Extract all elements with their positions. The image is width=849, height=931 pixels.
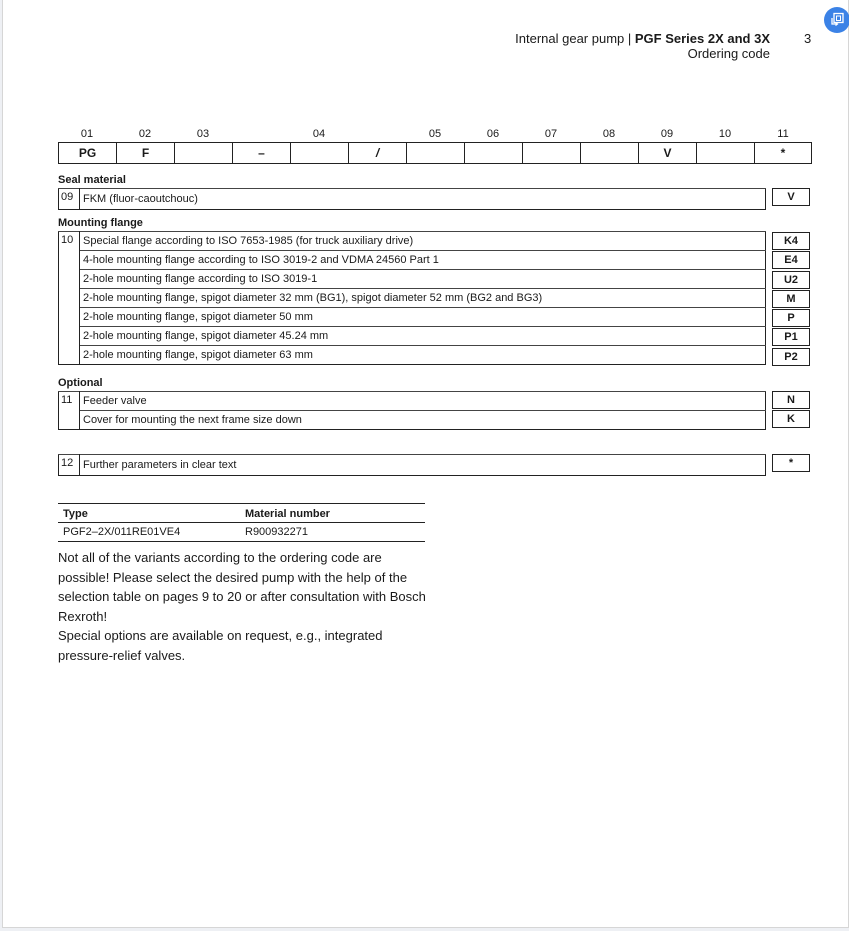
header-title-series: PGF Series 2X and 3X [634,31,770,46]
code-box [523,143,581,163]
option-code: M [772,290,810,308]
translate-icon [829,12,845,28]
table-row [59,232,766,251]
code-box [465,143,523,163]
row-text: 2-hole mounting flange according to ISO 3019-1 [80,270,766,289]
option-code: U2 [772,271,810,289]
code-box [697,143,755,163]
row-text: 2-hole mounting flange, spigot diameter 32 mm (BG1), spigot diameter 52 mm (BG2 and BG3) [80,289,766,308]
row-number: 10 [59,232,80,365]
table-row [59,270,766,289]
code-box: PG [59,143,117,163]
option-code: * [772,454,810,472]
code-box [581,143,639,163]
row-text: FKM (fluor-caoutchouc) [80,189,766,210]
row-text: 2-hole mounting flange, spigot diameter 50 mm [80,308,766,327]
flange-codes [772,232,811,367]
option-code: P [772,309,810,327]
row-text: 2-hole mounting flange, spigot diameter 63 mm [80,346,766,365]
ordering-code-positions [58,128,812,142]
table-row [58,523,425,542]
option-code: V [772,188,810,206]
translate-button[interactable] [824,7,849,33]
code-box [175,143,233,163]
table-row [59,327,766,346]
flange-table [58,231,766,365]
position-label: 08 [602,128,616,140]
note-text [58,548,428,665]
code-box [291,143,349,163]
position-label: 09 [660,128,674,140]
row-text: 4-hole mounting flange according to ISO 3019-2 and VDMA 24560 Part 1 [80,251,766,270]
option-code: N [772,391,810,409]
position-label: 06 [486,128,500,140]
code-box [407,143,465,163]
table-row [59,346,766,365]
option-code: K4 [772,232,810,250]
section-title-seal: Seal material [58,174,126,186]
header-title-prefix: Internal gear pump | [515,31,635,46]
row-text: Feeder valve [80,392,766,411]
further-codes [772,454,811,473]
document-page [2,0,849,928]
row-text: Special flange according to ISO 7653-1985 (for truck auxiliary drive) [80,232,766,251]
seal-table [58,188,766,210]
position-label: 05 [428,128,442,140]
header-title [515,31,770,46]
further-table [58,454,766,476]
position-label: 11 [777,128,789,140]
table-row [59,251,766,270]
position-label: 04 [312,128,326,140]
column-header-material: Material number [240,504,425,523]
note-paragraph: Not all of the variants according to the ordering code are possible! Please select the desired pump with the help of the selection table on pages 9 to 20 or after consultation with Bosch Rexroth! [58,550,426,624]
table-row [59,455,766,476]
row-text: Cover for mounting the next frame size down [80,411,766,430]
column-header-type: Type [58,504,240,523]
table-row [59,392,766,411]
table-row [59,189,766,210]
row-number: 11 [59,392,80,430]
material-number-cell: R900932271 [240,523,425,542]
table-row [59,308,766,327]
position-label: 07 [544,128,558,140]
option-code: E4 [772,251,810,269]
seal-codes [772,188,811,207]
position-label: 02 [138,128,152,140]
code-box: – [233,143,291,163]
header-subtitle: Ordering code [687,46,770,61]
option-code: P1 [772,328,810,346]
row-text: Further parameters in clear text [80,455,766,476]
table-header-row [58,504,425,523]
code-box: F [117,143,175,163]
code-box: * [780,146,786,160]
table-row [59,411,766,430]
ordering-code-boxes [58,142,812,164]
option-code: P2 [772,348,810,366]
table-row [59,289,766,308]
row-number: 12 [59,455,80,476]
code-box: V [639,143,697,163]
note-paragraph: Special options are available on request, e.g., integrated pressure-relief valves. [58,628,383,663]
type-material-table [58,503,425,542]
optional-codes [772,391,811,430]
option-code: K [772,410,810,428]
position-label: 01 [80,128,94,140]
position-label: 03 [196,128,210,140]
position-label: 10 [718,128,732,140]
page-number: 3 [804,31,812,46]
section-title-optional: Optional [58,377,103,389]
optional-table [58,391,766,430]
row-text: 2-hole mounting flange, spigot diameter 45.24 mm [80,327,766,346]
row-number: 09 [59,189,80,210]
type-cell: PGF2–2X/011RE01VE4 [58,523,240,542]
section-title-flange: Mounting flange [58,217,143,229]
code-box: / [349,143,407,163]
